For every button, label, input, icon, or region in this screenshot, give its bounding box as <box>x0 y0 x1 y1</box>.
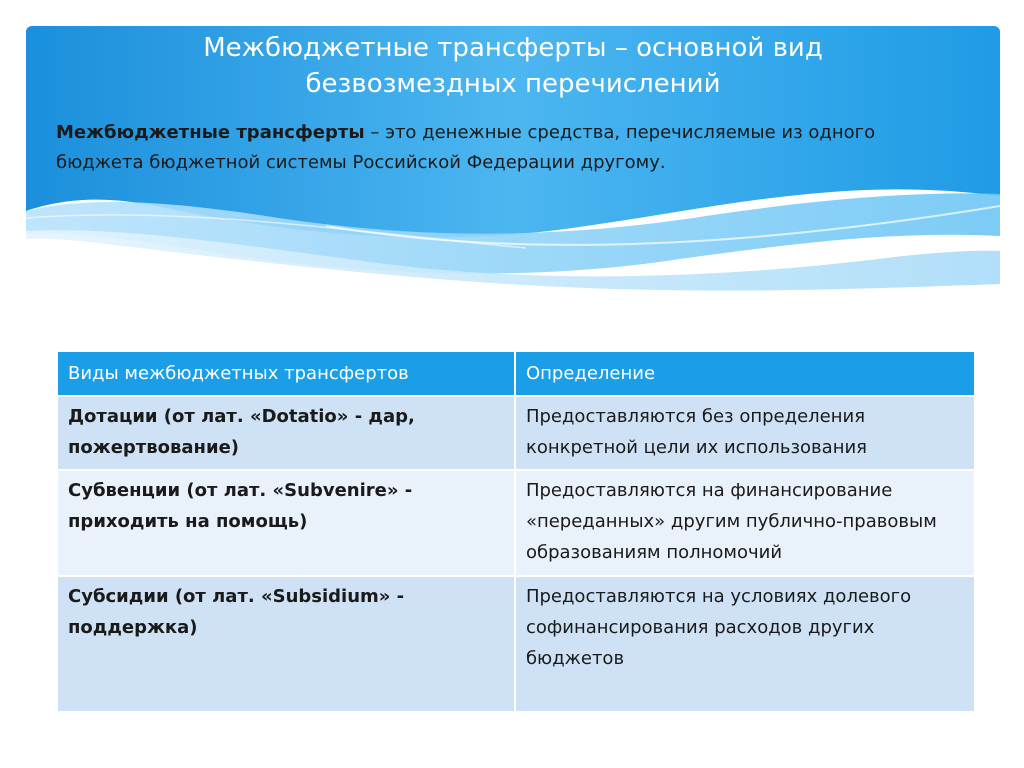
slide-title <box>26 30 1000 102</box>
slide-title-line-1: Межбюджетные трансферты – основной вид <box>203 33 823 63</box>
table-row <box>57 470 975 576</box>
row-dotations-definition: Предоставляются без определения конкретной цели их использования <box>515 396 975 470</box>
row-subventions-definition: Предоставляются на финансирование «переданных» другим публично-правовым образованиям полномочий <box>515 470 975 576</box>
transfers-table <box>56 350 976 713</box>
table-row <box>57 396 975 470</box>
intro-definition: – это денежные средства, перечисляемые из одного бюджета бюджетной системы Российской Федерации другому. <box>56 122 876 173</box>
table-row <box>57 576 975 712</box>
header-cell-types: Виды межбюджетных трансфертов <box>57 351 515 396</box>
row-subsidies-definition: Предоставляются на условиях долевого софинансирования расходов других бюджетов <box>515 576 975 712</box>
header-cell-definition: Определение <box>515 351 975 396</box>
slide-title-line-2: безвозмездных перечислений <box>305 69 721 99</box>
intro-term: Межбюджетные трансферты <box>56 122 365 143</box>
row-subsidies-type: Субсидии (от лат. «Subsidium» - поддержка) <box>57 576 515 712</box>
row-dotations-type: Дотации (от лат. «Dotatio» - дар, пожертвование) <box>57 396 515 470</box>
intro-paragraph <box>56 118 956 178</box>
table-header-row <box>57 351 975 396</box>
row-subventions-type: Субвенции (от лат. «Subvenire» - приходить на помощь) <box>57 470 515 576</box>
